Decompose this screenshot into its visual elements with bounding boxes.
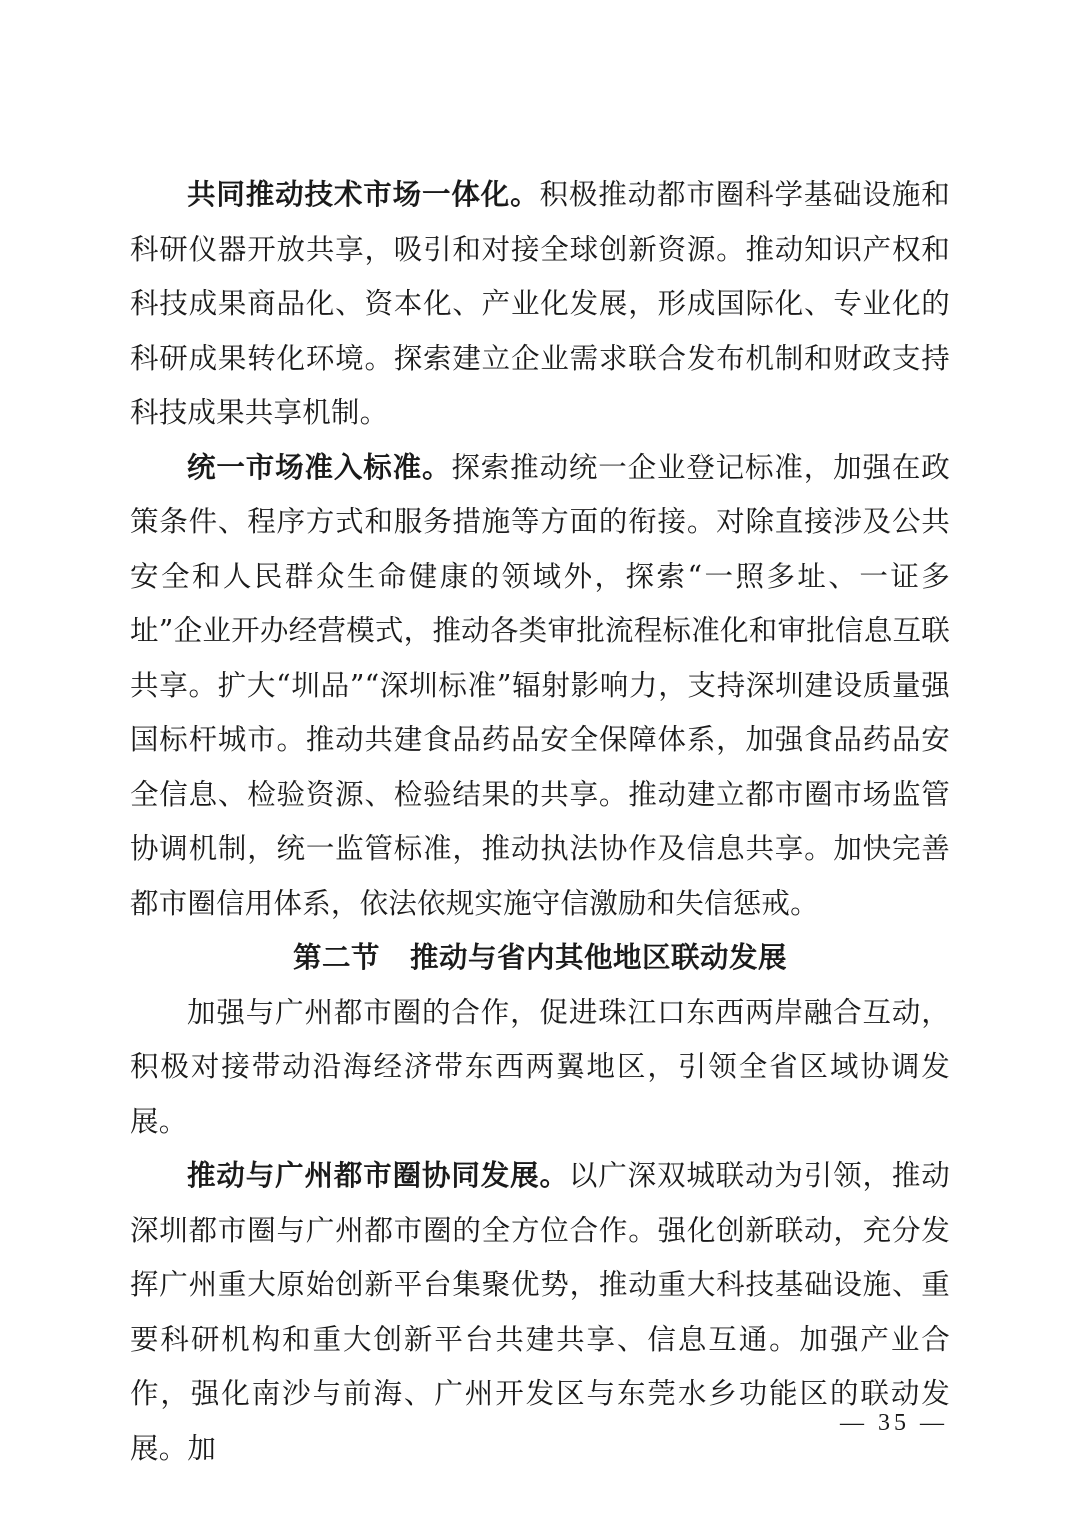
document-page bbox=[130, 168, 950, 1476]
paragraph-body: 积极推动都市圈科学基础设施和科研仪器开放共享，吸引和对接全球创新资源。推动知识产权和科技成果商品化、资本化、产业化发展，形成国际化、专业化的科研成果转化环境。探索建立企业需求联合发布机制和财政支持科技成果共享机制。 bbox=[130, 178, 950, 429]
paragraph-lead: 统一市场准入标准。 bbox=[187, 450, 452, 484]
paragraph-technology-market bbox=[130, 168, 950, 441]
page-number: — 35 — bbox=[840, 1410, 948, 1436]
paragraph-body: 加强与广州都市圈的合作，促进珠江口东西两岸融合互动，积极对接带动沿海经济带东西两翼地区，引领全省区域协调发展。 bbox=[130, 995, 950, 1138]
paragraph-guangzhou-cooperation bbox=[130, 1149, 950, 1476]
paragraph-body: 探索推动统一企业登记标准，加强在政策条件、程序方式和服务措施等方面的衔接。对除直接涉及公共安全和人民群众生命健康的领域外，探索“一照多址、一证多址”企业开办经营模式，推动各类审批流程标准化和审批信息互联共享。扩大“圳品”“深圳标准”辐射影响力，支持深圳建设质量强国标杆城市。推动共建食品药品安全保障体系，加强食品药品安全信息、检验资源、检验结果的共享。推动建立都市圈市场监管协调机制，统一监管标准，推动执法协作及信息共享。加快完善都市圈信用体系，依法依规实施守信激励和失信惩戒。 bbox=[130, 450, 950, 920]
section-number: 第二节 bbox=[292, 941, 380, 974]
section-title: 推动与省内其他地区联动发展 bbox=[410, 941, 788, 974]
paragraph-lead: 共同推动技术市场一体化。 bbox=[187, 178, 540, 211]
paragraph-section-intro bbox=[130, 986, 950, 1150]
paragraph-body: 以广深双城联动为引领，推动深圳都市圈与广州都市圈的全方位合作。强化创新联动，充分发挥广州重大原始创新平台集聚优势，推动重大科技基础设施、重要科研机构和重大创新平台共建共享、信息互通。加强产业合作，强化南沙与前海、广州开发区与东莞水乡功能区的联动发展。加 bbox=[130, 1159, 950, 1465]
paragraph-market-access bbox=[130, 441, 950, 932]
paragraph-lead: 推动与广州都市圈协同发展。 bbox=[187, 1159, 569, 1192]
section-heading bbox=[130, 931, 950, 986]
